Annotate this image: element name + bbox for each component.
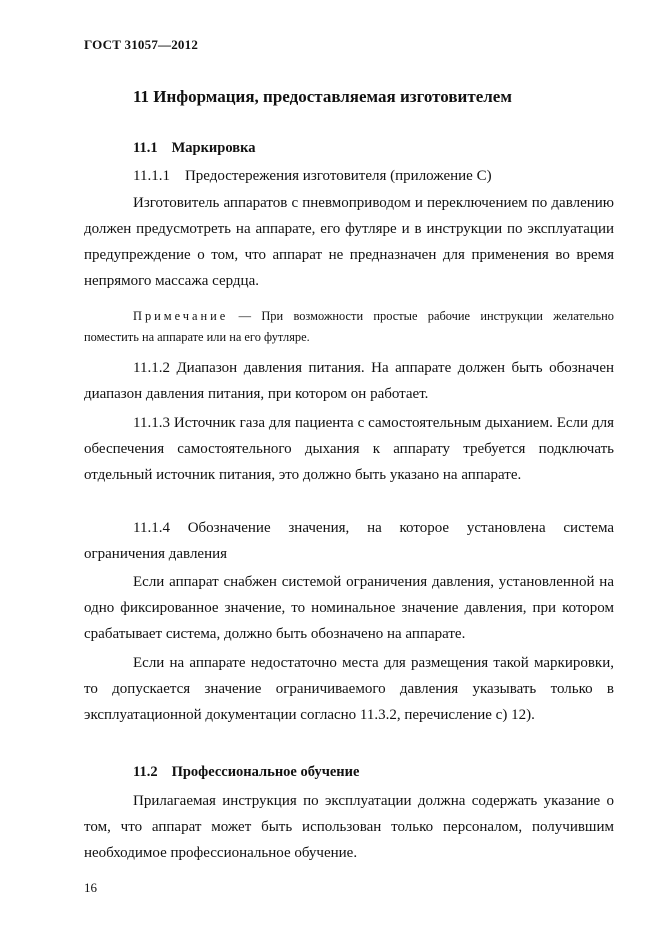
paragraph-training — [84, 788, 614, 866]
subsection-11-2-heading — [84, 764, 614, 781]
section-title: 11 Информация, предоставляемая изготовителем — [133, 87, 512, 106]
paragraph-text: Прилагаемая инструкция по эксплуатации должна содержать указание о том, что аппарат может быть использован только персоналом, получившим необходимое профессиональное обучение. — [84, 793, 614, 861]
note — [84, 306, 614, 348]
paragraph-text: Если на аппарате недостаточно места для размещения такой маркировки, то допускается значение ограничиваемого давления указывать только в эксплуатационной документации согласно 11.3.2, перечисление с) 12). — [84, 655, 614, 723]
heading-number: 11.1 — [133, 140, 158, 156]
paragraph-warning — [84, 190, 614, 294]
paragraph-text: Изготовитель аппаратов с пневмоприводом и переключением по давлению должен предусмотреть на аппарате, его футляре и в инструкции по эксплуатации предупреждение о том, что аппарат не предназначен для применения во время непрямого массажа сердца. — [84, 195, 614, 289]
note-text: — При возможности простые рабочие инструкции желательно поместить на аппарате или на его футляре. — [84, 309, 614, 344]
clause-11-1-3 — [84, 410, 614, 488]
paragraph-text: 11.1.3 Источник газа для пациента с самостоятельным дыханием. Если для обеспечения самостоятельного дыхания к аппарату требуется подключать отдельный источник питания, это должно быть указано на аппарате. — [84, 415, 614, 483]
paragraph-pressure-limit-a — [84, 569, 614, 647]
note-label: Примечание — [133, 309, 229, 323]
standard-designation: ГОСТ 31057—2012 — [84, 37, 199, 52]
clause-11-1-1-heading — [84, 163, 614, 189]
paragraph-pressure-limit-b — [84, 650, 614, 728]
paragraph-text: 11.1.4 Обозначение значения, на которое установлена система ограничения давления — [84, 520, 614, 562]
clause-11-1-4 — [84, 515, 614, 567]
paragraph-text: 11.1.2 Диапазон давления питания. На аппарате должен быть обозначен диапазон давления питания, при котором он работает. — [84, 360, 614, 402]
clause-11-1-2 — [84, 355, 614, 407]
heading-text: Маркировка — [171, 140, 256, 156]
subsection-11-1-heading — [84, 140, 614, 157]
clause-text: 11.1.1 Предостережения изготовителя (приложение С) — [133, 168, 492, 184]
page-number: 16 — [84, 880, 97, 895]
heading-text: Профессиональное обучение — [171, 764, 360, 780]
paragraph-text: Если аппарат снабжен системой ограничения давления, установленной на одно фиксированное значение, то номинальное значение давления, при котором срабатывает система, должно быть обозначено на аппарате. — [84, 574, 614, 642]
heading-number: 11.2 — [133, 764, 158, 780]
